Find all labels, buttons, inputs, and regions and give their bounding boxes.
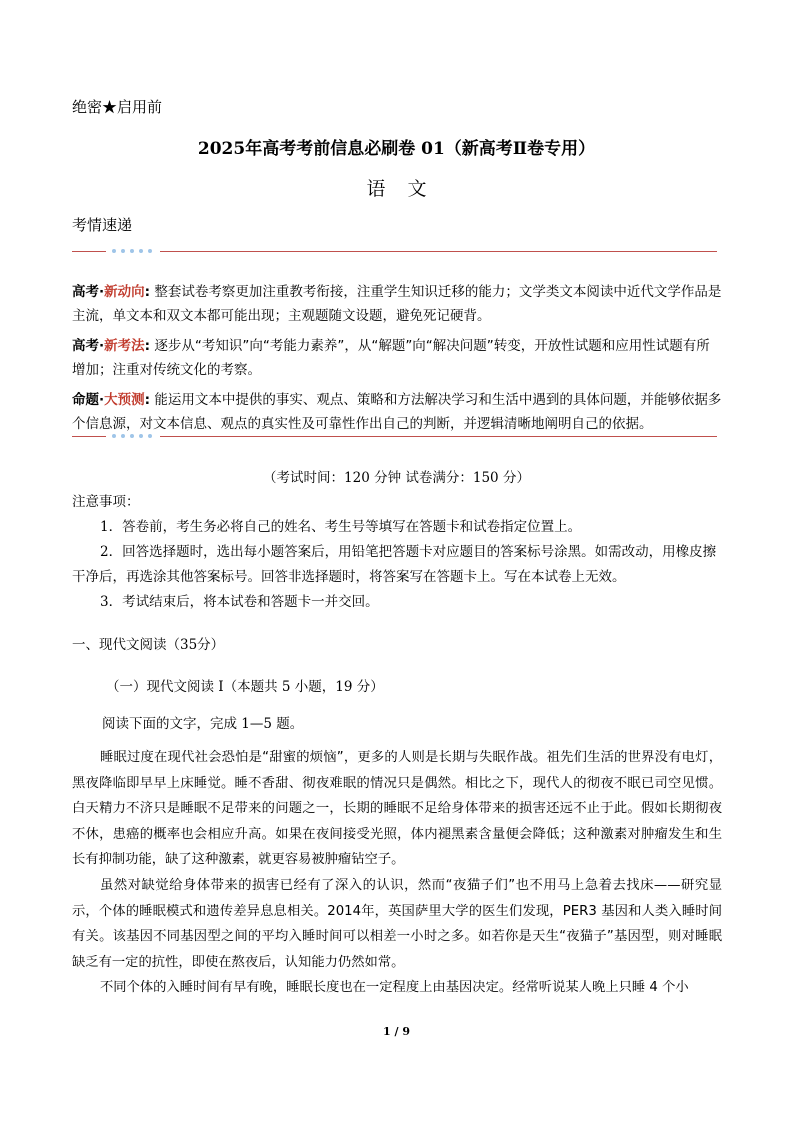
notice-item: 2．回答选择题时，选出每小题答案后，用铅笔把答题卡对应题目的答案标号涂黑。如需改动，用橡皮擦干净后，再选涂其他答案标号。回答非选择题时，将答案写在答题卡上。写在本试卷上无效。 — [72, 544, 717, 585]
passage-paragraph: 不同个体的入睡时间有早有晚，睡眠长度也在一定程度上由基因决定。经常听说某人晚上只睡 4 个小 — [100, 980, 689, 996]
info-label-prefix: 高考· — [72, 338, 105, 354]
subject-title: 语文 — [366, 178, 449, 200]
page-number: 1 / 9 — [383, 1025, 410, 1038]
confidential-mark: 绝密★启用前 — [72, 98, 163, 116]
exam-title: 2025年高考考前信息必刷卷 01（新高考Ⅱ卷专用） — [197, 139, 596, 159]
exam-info: （考试时间：120 分钟 试卷满分：150 分） — [263, 470, 530, 486]
info-label-highlight: 新动向 — [104, 284, 145, 300]
reading-instruction: 阅读下面的文字，完成 1—5 题。 — [102, 716, 304, 732]
info-label-colon: : — [144, 338, 151, 354]
passage-paragraph: 睡眠过度在现代社会恐怕是“甜蜜的烦恼”，更多的人则是长期与失眠作战。祖先们生活的世界没有电灯，黑夜降临即早早上床睡觉。睡不香甜、彻夜难眠的情况只是偶然。相比之下，现代人的彻夜不眠已司空见惯。白天精力不济只是睡眠不足带来的问题之一，长期的睡眠不足给身体带来的损害还远不止于此。假如长期彻夜不休，患癌的概率也会相应升高。如果在夜间接受光照，体内褪黑素含量便会降低；这种激素对肿瘤发生和生长有抑制功能，缺了这种激素，就更容易被肿瘤钻空子。 — [72, 750, 722, 868]
info-text: 逐步从“考知识”向“考能力素养”，从“解题”向“解决问题”转变，开放性试题和应用性试题有所增加；注重对传统文化的考察。 — [72, 338, 710, 378]
info-block-2 — [72, 334, 722, 382]
info-label-colon: : — [144, 392, 151, 408]
info-label-prefix: 高考· — [72, 284, 105, 300]
info-text: 能运用文本中提供的事实、观点、策略和方法解决学习和生活中遇到的具体问题，并能够依据多个信息源，对文本信息、观点的真实性及可靠性作出自己的判断，并逻辑清晰地阐明自己的依据。 — [72, 392, 722, 432]
info-label-highlight: 大预测 — [104, 392, 145, 408]
divider-bottom — [72, 429, 717, 443]
info-label-colon: : — [144, 284, 151, 300]
subsection-heading: （一）现代文阅读 I（本题共 5 小题，19 分） — [106, 679, 384, 695]
passage — [72, 745, 722, 1001]
section-heading: 考情速递 — [72, 216, 133, 234]
notice-item: 3．考试结束后，将本试卷和答题卡一并交回。 — [100, 594, 379, 610]
notice-item: 1．答卷前，考生务必将自己的姓名、考生号等填写在答题卡和试卷指定位置上。 — [100, 519, 582, 535]
info-label-prefix: 命题· — [72, 392, 105, 408]
section-one-heading: 一、现代文阅读（35分） — [72, 637, 225, 653]
passage-paragraph: 虽然对缺觉给身体带来的损害已经有了深入的认识，然而“夜猫子们”也不用马上急着去找床——研究显示，个体的睡眠模式和遗传差异息息相关。2014年，英国萨里大学的医生们发现，PER3 基因和人类入睡时间有关。该基因不同基因型之间的平均入睡时间可以相差一小时之多。如若你是天生“夜猫子”基因型，则对睡眠缺乏有一定的抗性，即使在熬夜后，认知能力仍然如常。 — [72, 877, 722, 970]
notice-title: 注意事项： — [72, 494, 140, 510]
info-label-highlight: 新考法 — [104, 338, 145, 354]
info-text: 整套试卷考察更加注重教考衔接，注重学生知识迁移的能力；文学类文本阅读中近代文学作品是主流，单文本和双文本都可能出现；主观题随文设题，避免死记硬背。 — [72, 284, 722, 324]
info-block-1 — [72, 280, 722, 328]
notice-block — [72, 490, 722, 615]
divider-top — [72, 244, 717, 258]
